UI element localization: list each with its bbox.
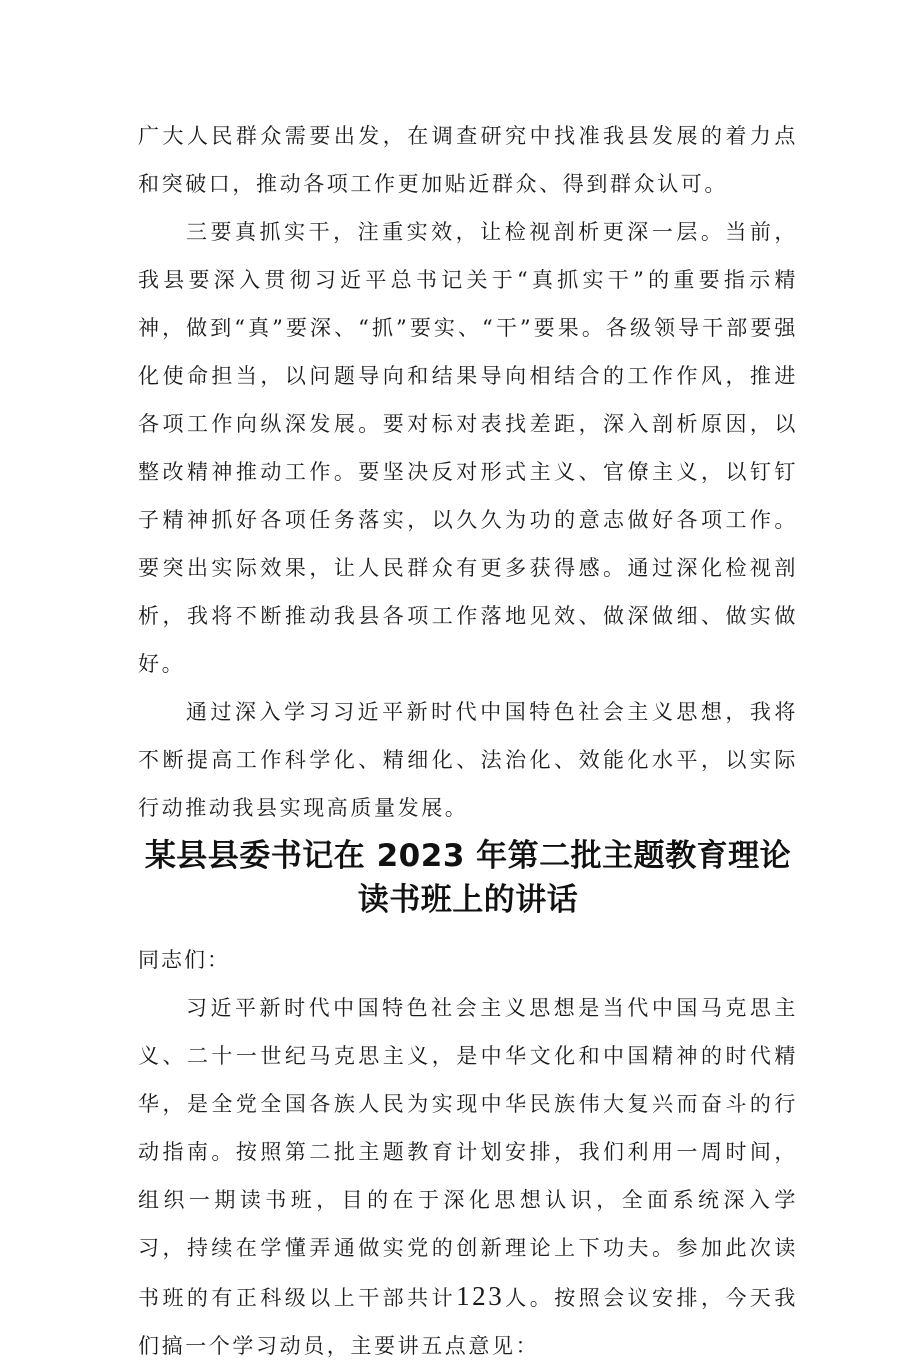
speech-opening-paragraph — [138, 984, 798, 1370]
speech-text-part-1: 习近平新时代中国特色社会主义思想是当代中国马克思主义、二十一世纪马克思主义，是中华文化和中国精神的时代精华，是全党全国各族人民为实现中华民族伟大复兴而奋斗的行动指南。按照第二批主题教育计划安排，我们利用一周时间，组织一期读书班，目的在于深化思想认识，全面系统深入学习，持续在学懂弄通做实党的创新理论上下功夫。参加此次读书班的有正科级以上干部共计 — [138, 996, 798, 1310]
paragraph-conclusion: 通过深入学习习近平新时代中国特色社会主义思想，我将不断提高工作科学化、精细化、法治化、效能化水平，以实际行动推动我县实现高质量发展。 — [138, 700, 798, 820]
speech-text-part-2: 人。按照会议安排，今天我们搞一个学习动员，主要讲五点意见： — [138, 1286, 798, 1358]
paragraph-continuation: 广大人民群众需要出发，在调查研究中找准我县发展的着力点和突破口，推动各项工作更加贴近群众、得到群众认可。 — [138, 124, 798, 196]
document-body — [138, 112, 798, 1370]
paragraph-point-three: 三要真抓实干，注重实效，让检视剖析更深一层。当前，我县要深入贯彻习近平总书记关于“真抓实干”的重要指示精神，做到“真”要深、“抓”要实、“干”要果。各级领导干部要强化使命担当，以问题导向和结果导向相结合的工作作风，推进各项工作向纵深发展。要对标对表找差距，深入剖析原因，以整改精神推动工作。要坚决反对形式主义、官僚主义，以钉钉子精神抓好各项任务落实，以久久为功的意志做好各项工作。要突出实际效果，让人民群众有更多获得感。通过深化检视剖析，我将不断推动我县各项工作落地见效、做深做细、做实做好。 — [138, 220, 798, 676]
speech-title-line-2: 读书班上的讲话 — [357, 882, 579, 918]
attendee-count: 123 — [456, 1281, 505, 1311]
speech-title-line-1: 某县县委书记在 2023 年第二批主题教育理论 — [144, 838, 792, 874]
salutation: 同志们： — [138, 948, 230, 972]
speech-title — [138, 834, 798, 922]
